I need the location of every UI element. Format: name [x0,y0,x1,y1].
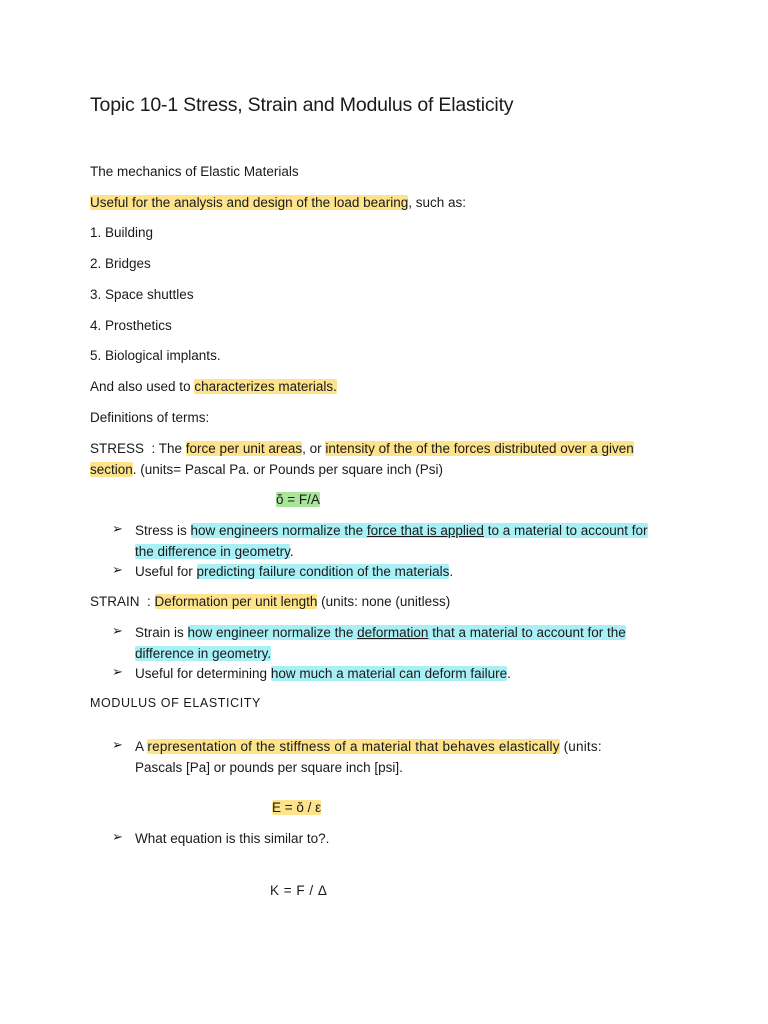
stress-bullet-1-line2 [135,541,708,562]
bullet-arrow-icon: ➢ [112,562,123,577]
stress-definition-line2 [90,459,708,480]
strain-bullet-2 [135,663,708,684]
text: Useful for determining [135,666,271,681]
text: : [139,594,155,609]
list-item: 4. Prosthetics [90,318,172,333]
text: . [289,544,294,559]
list-item: 2. Bridges [90,256,151,271]
also-line [90,376,708,397]
highlight: intensity of the of the forces distributed over a given [325,441,634,456]
highlight: how much a material can deform failure [270,666,508,681]
text: Useful for [135,564,197,579]
stress-formula [276,489,320,510]
underlined-text: deformation [357,625,429,640]
highlight: Useful for the analysis and design of the load bearing [90,195,409,210]
text: A [135,739,148,754]
text: (units: none (unitless) [317,594,451,609]
highlight: Ε = ŏ / ε [272,800,322,815]
question-bullet: What equation is this similar to?. [135,831,330,846]
highlight [191,523,648,538]
modulus-bullet-1-line1 [135,736,708,757]
list-item: 1. Building [90,225,154,240]
stress-bullet-2 [135,561,708,582]
text: that a material to account for the [428,625,626,640]
highlight: representation of the stiffness of a material that behaves elastically [147,739,560,754]
modulus-bullet-1-line2: Pascals [Pa] or pounds per square inch [psi]. [135,760,403,775]
highlight: force per unit areas [185,441,303,456]
text: And also used to [90,379,195,394]
useful-line [90,192,708,213]
highlight: the difference in geometry [135,544,290,559]
highlight: section [90,462,133,477]
highlight: predicting failure condition of the materials [196,564,450,579]
underlined-text: force that is applied [366,523,484,538]
strain-label: STRAIN [90,594,140,609]
definitions-line: Definitions of terms: [90,410,210,425]
text: (units: [559,739,602,754]
highlight: characterizes materials. [194,379,337,394]
text: Strain is [135,625,188,640]
bullet-arrow-icon: ➢ [112,737,123,752]
modulus-heading: MODULUS OF ELASTICITY [90,696,261,710]
text: , or [302,441,326,456]
highlight: Deformation per unit length [154,594,318,609]
text: , such as: [408,195,466,210]
strain-definition-line [90,591,708,612]
strain-bullet-1-line1 [135,622,708,643]
stress-label: STRESS [90,441,145,456]
highlight: ŏ = F/A [276,492,320,507]
text: how engineers normalize the [190,523,367,538]
bullet-arrow-icon: ➢ [112,664,123,679]
spring-formula: K = F / Δ [270,883,328,898]
text: : The [144,441,186,456]
stress-bullet-1-line1 [135,520,708,541]
bullet-arrow-icon: ➢ [112,521,123,536]
list-item: 5. Biological implants. [90,348,221,363]
text: . [449,564,454,579]
bullet-arrow-icon: ➢ [112,623,123,638]
text: to a material to account for [483,523,648,538]
text: . [507,666,511,681]
stress-definition-line1 [90,438,708,459]
highlight: difference in geometry. [135,646,272,661]
page-title: Topic 10-1 Stress, Strain and Modulus of Elasticity [90,94,514,116]
text: how engineer normalize the [187,625,358,640]
text: Stress is [135,523,191,538]
strain-bullet-1-line2 [135,643,708,664]
intro-line: The mechanics of Elastic Materials [90,164,299,179]
highlight [188,625,626,640]
list-item: 3. Space shuttles [90,287,194,302]
modulus-formula [272,797,321,818]
bullet-arrow-icon: ➢ [112,829,123,844]
text: . (units= Pascal Pa. or Pounds per square inch (Psi) [132,462,444,477]
